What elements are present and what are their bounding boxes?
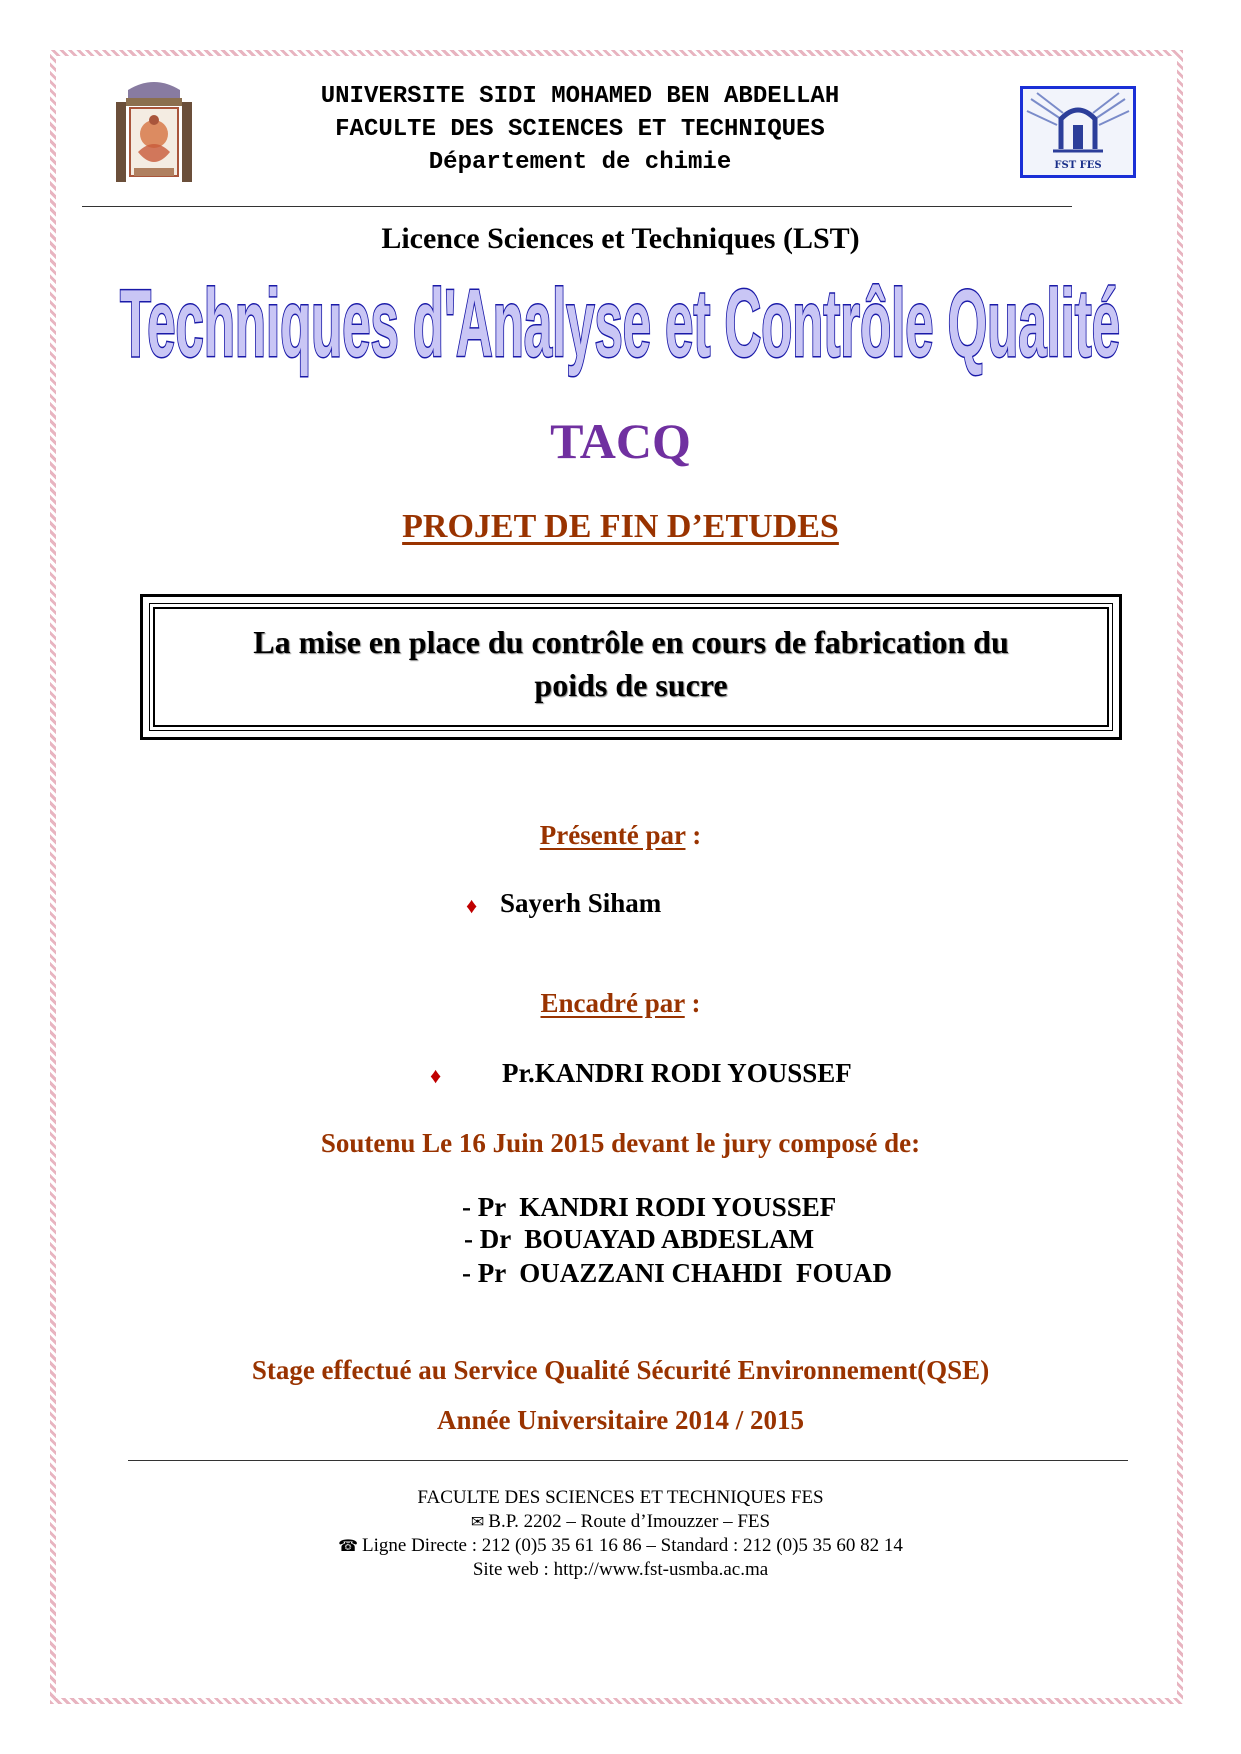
footer-phone (0, 1534, 1241, 1559)
supervised-by-label: Encadré par (540, 988, 685, 1018)
department-name: Département de chimie (428, 149, 732, 176)
thesis-title-line-2: poids de sucre (534, 667, 728, 703)
program-acronym: TACQ (550, 413, 691, 469)
presented-by-label: Présenté par (539, 820, 686, 850)
footer-address (0, 1510, 1241, 1535)
supervisor-name: Pr.KANDRI RODI YOUSSEF (502, 1058, 852, 1088)
university-name: UNIVERSITE SIDI MOHAMED BEN ABDELLAH (320, 83, 840, 110)
footer-divider (128, 1460, 1128, 1461)
telephone-icon: ☎ (338, 1538, 359, 1555)
thesis-title-box (140, 594, 1122, 740)
presented-by-colon: : (685, 820, 702, 850)
footer-phone-text: Ligne Directe : 212 (0)5 35 61 16 86 – Standard : 212 (0)5 35 60 82 14 (362, 1535, 903, 1556)
faculty-name: FACULTE DES SCIENCES ET TECHNIQUES (335, 116, 825, 143)
internship-statement: Stage effectué au Service Qualité Sécurité Environnement(QSE) (251, 1355, 990, 1385)
jury-member: - Pr KANDRI RODI YOUSSEF (462, 1192, 837, 1222)
presented-by-heading (0, 820, 1241, 851)
jury-member: - Pr OUAZZANI CHAHDI FOUAD (462, 1258, 892, 1288)
institution-header (230, 80, 930, 179)
footer-faculty: FACULTE DES SCIENCES ET TECHNIQUES FES (417, 1487, 824, 1508)
thesis-title-line-1: La mise en place du contrôle en cours de fabrication du (253, 624, 1009, 660)
footer-address-text: B.P. 2202 – Route d’Imouzzer – FES (488, 1511, 771, 1532)
mailbox-icon: ✉ (470, 1514, 485, 1531)
footer-website: Site web : http://www.fst-usmba.ac.ma (472, 1559, 769, 1580)
fst-fes-logo-text: FST FES (1054, 160, 1102, 171)
header-divider (82, 206, 1072, 207)
fst-fes-logo (1020, 86, 1136, 178)
student-name: Sayerh Siham (500, 888, 662, 918)
supervised-by-heading (0, 988, 1241, 1019)
program-banner-title (110, 268, 1130, 388)
banner-title-text: Techniques d'Analyse et Contrôle Qualité (120, 270, 1120, 377)
supervised-by-colon: : (684, 988, 701, 1018)
academic-year: Année Universitaire 2014 / 2015 (437, 1405, 804, 1435)
diamond-bullet-icon: ♦ (430, 1063, 442, 1088)
defense-statement: Soutenu Le 16 Juin 2015 devant le jury composé de: (320, 1128, 921, 1158)
fst-emblem-icon (1023, 89, 1133, 159)
project-type-label: PROJET DE FIN D’ETUDES (402, 508, 839, 545)
university-emblem-logo (108, 72, 200, 184)
jury-member: - Dr BOUAYAD ABDESLAM (464, 1224, 815, 1254)
program-name: Licence Sciences et Techniques (LST) (381, 222, 860, 255)
project-type-heading (0, 508, 1241, 546)
diamond-bullet-icon: ♦ (466, 893, 478, 918)
thesis-title (253, 621, 1009, 707)
